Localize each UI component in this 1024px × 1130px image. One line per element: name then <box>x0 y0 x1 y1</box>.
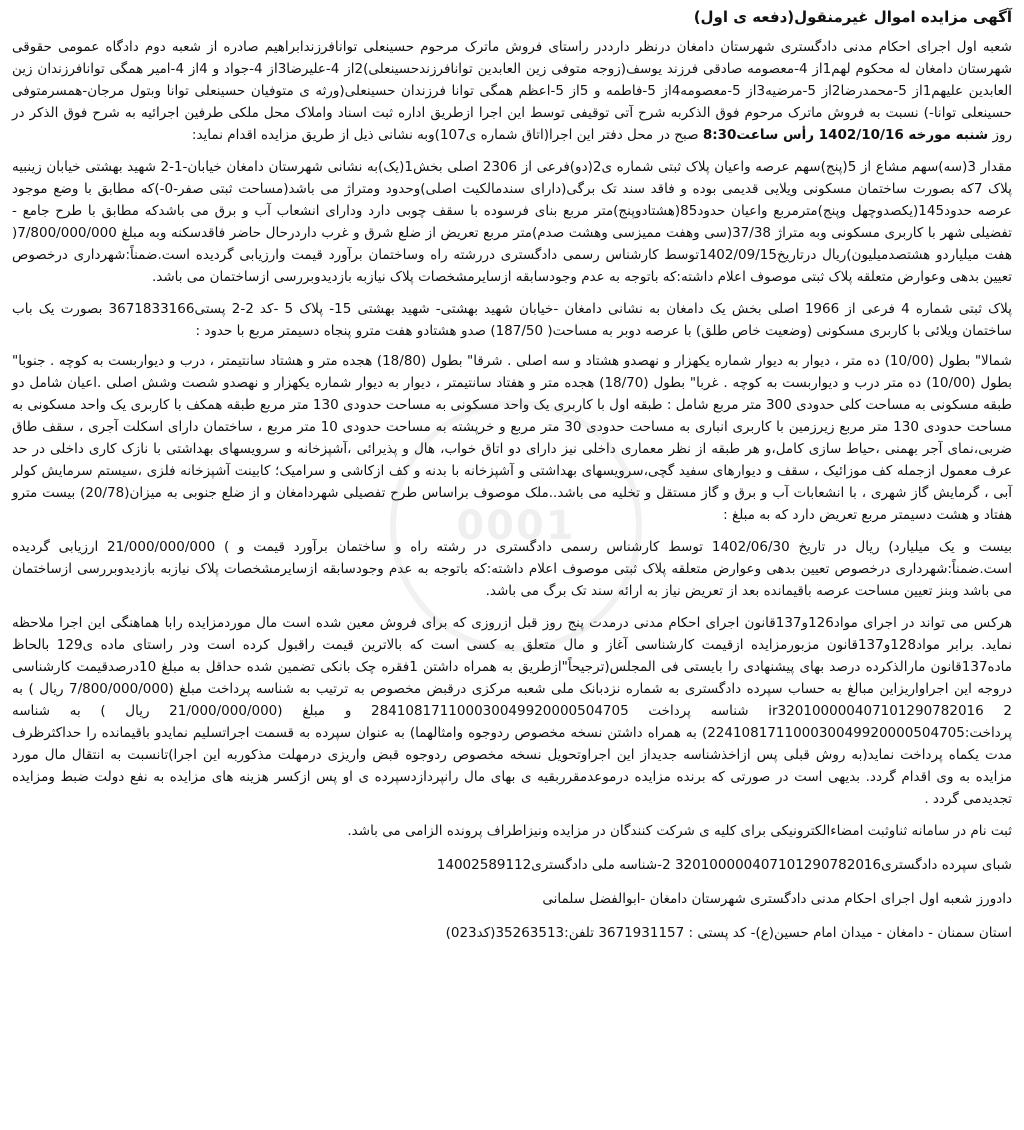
property-2-intro: پلاک ثبتی شماره 4 فرعی از 1966 اصلی بخش یک دامغان به نشانی دامغان -خیابان شهید بهشتی- شهید بهشتی 15- پلاک 5 -کد 2-2 پستی3671833166 بصورت یک باب ساختمان ویلائی با کاربری مسکونی (وضعیت خاص طلق) با عرصه دوبر به مساحت( 187/50) صدو هشتادو هفت مترو پنجاه دسیمتر مربع با حدود : <box>12 301 1012 339</box>
property-2-details: شمالا" بطول (10/00) ده متر ، دیوار به دیوار شماره یکهزار و نهصدو هشتاد و سه اصلی . شرقا" بطول (18/80) هجده متر و هشتاد سانتیمتر ، درب و دیواربست به کوچه . جنوبا" بطول (10/00) ده متر درب و دیواربست به کوچه . غربا" بطول (18/70) هجده متر و هفتاد سانتیمتر ، دیوار به دیوار شماره یکهزار و نهصدو شصت وشش اصلی .اعیان شامل دو طبقه مسکونی به مساحت کلی حدودی 300 متر مربع شامل : طبقه اول با کاربری یک واحد مسکونی به مساحت حدودی 130 متر مربع طبقه همکف با کاربری یک واحد مسکونی به مساحت حدودی 130 متر مربع زیرزمین با کاربری انباری به مساحت حدودی 30 متر مربع و خرپشته به مساحت حدودی 10 متر مربع ، ساختمان دارای اسکلت آجری ، سقف طاق ضربی،نمای آجر بهمنی ،حیاط سازی کامل،و هر طبقه از نظر معماری داخلی نیز دارای دو اتاق خواب، هال و پذیرائی ،آشپزخانه و سرویسهای بهداشتی با نازک کاری داخلی در حد عرف معمول ازجمله کف موزائیک ، سقف و دیوارهای سفید گچی،سرویسهای بهداشتی و آشپزخانه با بدنه و کف ازکاشی و سرامیک؛ کابینت آشپزخانه فلزی ،سیستم سرمایش کولر آبی ، گرمایش گاز شهری ، با انشعابات آب و برق و گاز مستقل و تخلیه می باشد..ملک موصوف براساس طرح تفصیلی شهردامغان و از ضلع جنوبی به میزان(20/78) بیست مترو هفتاد و هشت دسیمتر مربع تعریض دارد که به مبلغ : <box>12 353 1013 523</box>
notice-title: آگهی مزایده اموال غیرمنقول(دفعه ی اول) <box>693 8 1012 26</box>
office-address: استان سمنان - دامغان - میدان امام حسین(ع)- کد پستی : 3671931157 تلفن:35263513(کد023) <box>445 925 1012 941</box>
auction-conditions: هرکس می تواند در اجرای مواد126و137قانون اجرای احکام مدنی درمدت پنج روز قبل ازروزی که برای فروش معین شده است مال موردمزایده رابا هماهنگی این اجرا ملاحظه نماید. برابر مواد128و137قانون مزبورمزایده ازقیمت کارشناسی آغاز و مال متعلق به کسی است که بالاترین قیمت راقبول کرده است ودر راستای ماده ی129 بالحاظ ماده137قانون مارالذکرده درصد بهای پیشنهادی را بایستی فی المجلس(ترجیحاً"ازطریق به همراه داشتن 1فقره چک بانکی تضمین شده حداقل به مبلغ 10درصدقیمت کارشناسی دروجه این اجراواریزاین مبالغ به حساب سپرده دادگستری به شماره نزدبانک ملی شعبه مرکزی درقبض مخصوص به ترتیب به شناسه پرداخت مبلغ (7/800/000/000 ریال ) به ir320100000407101290782016 2 شناسه پرداخت 284108171100030049920000504705 و مبلغ (21/000/000/000 ریال ) به شناسه پرداخت:224108171100030049920000504705) به همراه داشتن نسخه مخصوص ردوجوه وامثالهما) به عنوان سپرده به قسمت اجراتسلیم نمایدو باقیمانده را حداکثرظرف مدت یکماه پرداخت نماید(به روش قبلی پس ازاخذشناسه جدیداز این اجراوتحویل نسخه مخصوص ردوجوه قبض واریزی درمهلت مذکوربه این اجرا)تانسبت به انتقال مال مورد مزایده به وی اقدام گردد. بدیهی است در صورتی که برنده مزایده درموعدمقرربقیه ی بهای مال رانپردازدسپرده ی او پس ازکسر هزینه های مزایده به نفع دولت ضبط ومزایده تجدیدمی گردد . <box>12 615 1012 807</box>
judge-signature: دادورز شعبه اول اجرای احکام مدنی دادگستری شهرستان دامغان -ابوالفضل سلمانی <box>542 891 1012 907</box>
registration-note: ثبت نام در سامانه ثناوثبت امضاءالکترونیکی برای کلیه ی شرکت کنندگان در مزایده ونیزاطراف پرونده الزامی می باشد. <box>347 823 1012 839</box>
intro-text-1: شعبه اول اجرای احکام مدنی دادگستری شهرستان دامغان درنظر دارددر راستای فروش ماترک مرحوم حسینعلی توانافرزندابراهیم صادره از شعبه دوم دادگاه عمومی حقوقی شهرستان دامغان له محکوم لهم1از 4-معصومه صادقی فرزند یوسف(زوجه متوفی زین العابدین توانافرزندحسینعلی)2از 4-علیرضا3از 4-جواد و 4از 4-امیر همگی توانافرزندان زین العابدین علیهم1از 5-محمدرضا2از 5-مرضیه3از 5-معصومه4از 5-فاطمه و 5از 5-اعظم همگی توانا فرزندان حسینعلی(ورثه ی متوفیان حسینعلی توانا وبتول مرجان-همسرمتوفی حسینعلی توانا-) نسبت به فروش ماترک مرحوم فوق الذکربه شرح آتی توقیفی توسط این اجرا ازطریق اداره ثبت اسناد واملاک محل ملکی طرفین اجرائیه به شرح فوق الذکر در روز <box>12 39 1013 143</box>
intro-paragraph <box>12 36 1012 146</box>
property-2-value: بیست و یک میلیارد) ریال در تاریخ 1402/06/30 توسط کارشناس رسمی دادگستری در رشته راه و ساختمان برآورد قیمت و ) 21/000/000/000 ارزیابی گردیده است.ضمناً:شهرداری درخصوص تعیین بدهی وعوارض متعلقه پلاک ثبتی موصوف اعلام داشته:که باتوجه به عدم وجودسابقه ازسایرمشخصات پلاک نیازبه بازدیدوبررسی ازساختمان می باشد وبنز تعیین مساحت عرصه باقیمانده بعد از تعریض نیاز به ارائه سند تک برگ می باشد. <box>12 539 1012 599</box>
sheba-number: شبای سپرده دادگستری320100000407101290782016 2-شناسه ملی دادگستری14002589112 <box>436 857 1012 873</box>
auction-date: شنبه مورخه 1402/10/16 رأس ساعت8:30 <box>702 127 989 143</box>
watermark-text: 0001 <box>456 503 576 549</box>
property-1-description: مقدار 3(سه)سهم مشاع از 5(پنج)سهم عرصه واعیان پلاک ثبتی شماره ی2(دو)فرعی از 2306 اصلی بخش1(یک)به نشانی شهرستان دامغان خیابان-1-2 شهید بهشتی خیابان زینبیه پلاک 7که بصورت ساختمان مسکونی ویلایی قدیمی بوده و فاقد سند تک برگی(دارای سندمالکیت اصلی)وحدود ومتراژ می باشد(مساحت ثبتی صفر-0-)که مطابق با وضع موجود عرصه حدود145(یکصدوچهل وپنج)مترمربع واعیان حدود85(هشتادوپنج)متر مربع بنای فرسوده با سقف چوبی دارد ودارای انشعاب آب و برق می باشدکه مطابق با طرح جامع - تفضیلی شهر با کاربری مسکونی وبه متراژ 37/38(سی وهفت ممیزسی وهشت صدم)متر مربع تعریض از ضلع شرق و غرب داردرحال حاضر فاقدسکنه وبه مبلغ 7/800/000/000( هفت میلیاردو هشتصدمیلیون)ریال درتاریخ1402/09/15توسط کارشناس رسمی دادگستری دررشته راه وساختمان برآورد قیمت وارزیابی گردیده است.ضمناً:شهرداری درخصوص تعیین بدهی وعوارض متعلقه پلاک ثبتی موصوف اعلام داشته:که باتوجه به عدم وجودسابقه ازسایرمشخصات پلاک نیازبه بازدیدوبررسی ازساختمان می باشد. <box>12 159 1012 285</box>
intro-text-2: صبح در محل دفتر این اجرا(اتاق شماره ی107)وبه نشانی ذیل از طریق مزایده اقدام نماید: <box>191 127 699 143</box>
